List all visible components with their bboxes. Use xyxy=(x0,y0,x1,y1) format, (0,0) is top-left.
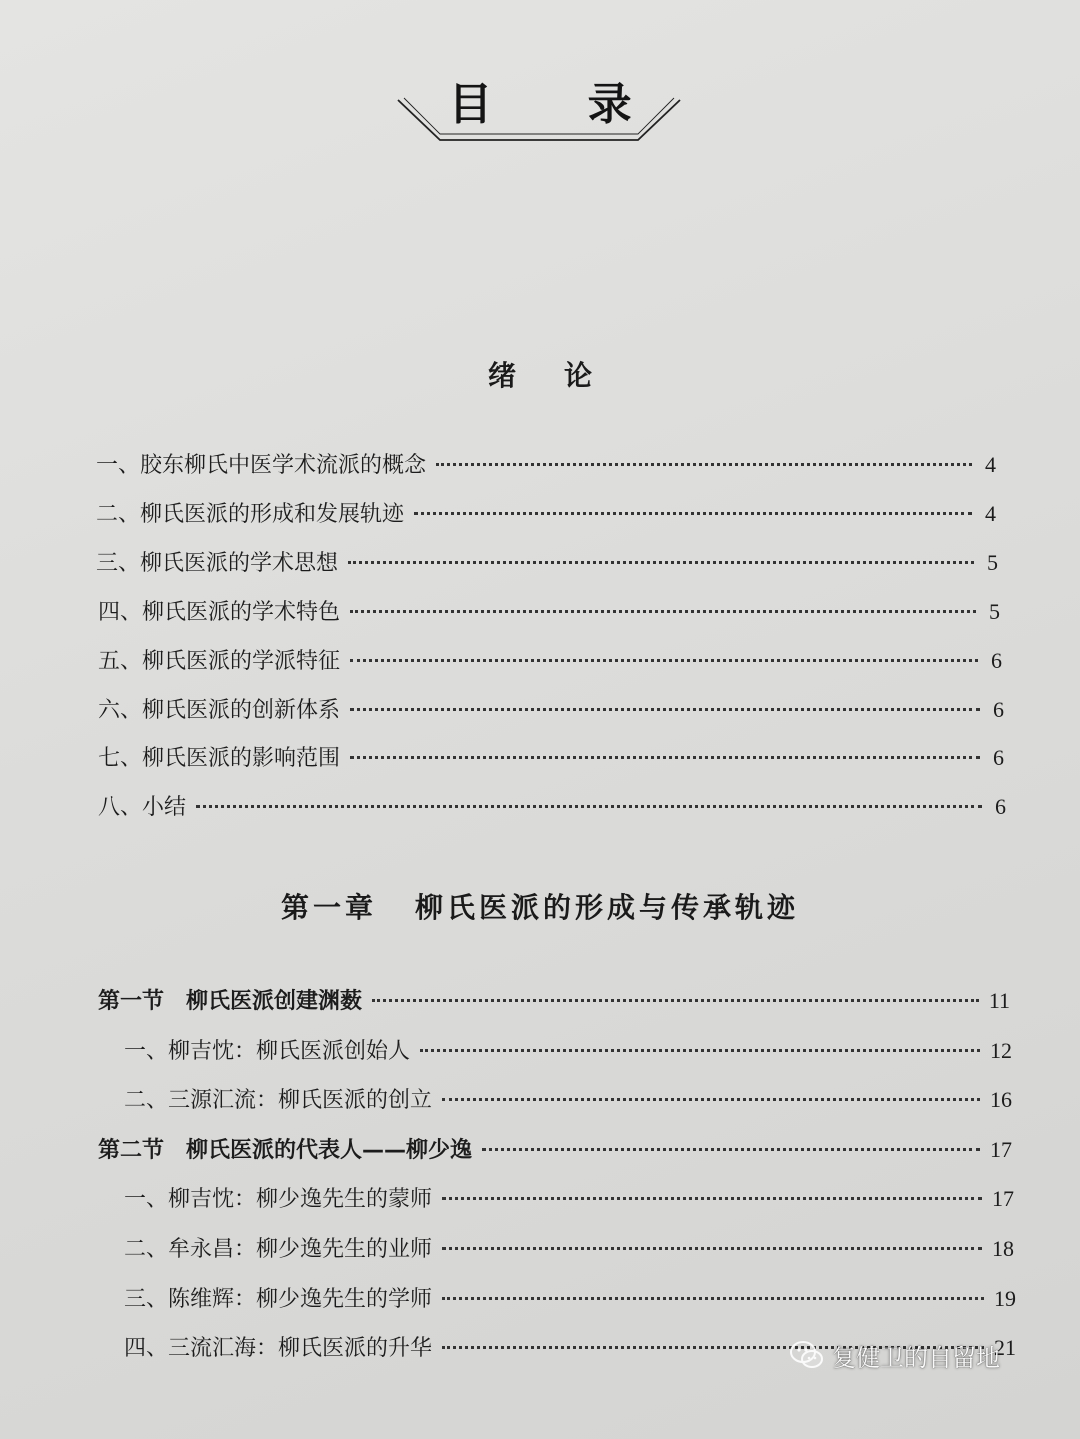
toc-entry-page: 6 xyxy=(995,794,1006,819)
toc-entry-label: 三、陈维辉：柳少逸先生的学师 xyxy=(124,1287,433,1312)
toc-entry-page: 6 xyxy=(993,697,1004,722)
toc-entry-label: 第二节 柳氏医派的代表人——柳少逸 xyxy=(98,1138,473,1163)
toc-entry-label: 七、柳氏医派的影响范围 xyxy=(98,746,341,771)
toc-entry-label: 四、柳氏医派的学术特色 xyxy=(98,600,341,625)
dot-leader xyxy=(350,756,980,759)
dot-leader xyxy=(420,1049,980,1052)
toc-entry-page: 17 xyxy=(990,1137,1012,1162)
dot-leader xyxy=(436,463,972,466)
toc-entry-label: 六、柳氏医派的创新体系 xyxy=(98,698,341,723)
dot-leader xyxy=(414,512,972,515)
dot-leader xyxy=(442,1297,984,1300)
dot-leader xyxy=(442,1197,982,1200)
toc-entry-page: 16 xyxy=(990,1087,1012,1112)
toc-entry-label: 二、柳氏医派的形成和发展轨迹 xyxy=(96,502,405,527)
toc-entry-page: 4 xyxy=(985,452,996,477)
watermark xyxy=(790,1335,1000,1375)
toc-entry[interactable] xyxy=(124,1234,1014,1265)
toc-title-block xyxy=(380,62,700,142)
toc-entry-page: 4 xyxy=(985,501,996,526)
toc-entry-page: 12 xyxy=(990,1038,1012,1063)
watermark-text: 复健卫的自留地 xyxy=(832,1343,1000,1372)
toc-entry-label: 一、柳吉忱：柳氏医派创始人 xyxy=(124,1039,411,1064)
chapter-title: 柳氏医派的形成与传承轨迹 xyxy=(415,891,800,924)
toc-title: 目 录 xyxy=(448,79,672,130)
toc-entry-label: 五、柳氏医派的学派特征 xyxy=(98,649,341,674)
toc-entry-page: 6 xyxy=(991,648,1002,673)
dot-leader xyxy=(482,1148,980,1151)
chapter-number: 第一章 xyxy=(280,891,377,924)
toc-entry-label: 第一节 柳氏医派创建渊薮 xyxy=(98,989,363,1014)
toc-entry[interactable] xyxy=(124,1085,1012,1116)
dot-leader xyxy=(350,610,976,613)
dot-leader xyxy=(348,561,974,564)
toc-section-entry[interactable] xyxy=(98,986,1010,1017)
toc-entry[interactable] xyxy=(124,1184,1014,1215)
dot-leader xyxy=(350,708,980,711)
intro-heading: 绪论 xyxy=(487,359,640,392)
toc-entry-label: 八、小结 xyxy=(98,795,187,820)
toc-entry-label: 二、牟永昌：柳少逸先生的业师 xyxy=(124,1237,433,1262)
toc-section-entry[interactable] xyxy=(98,1135,1012,1166)
toc-entry-page: 5 xyxy=(989,599,1000,624)
toc-entry-page: 17 xyxy=(992,1186,1014,1211)
toc-entry-label: 一、胶东柳氏中医学术流派的概念 xyxy=(96,453,427,478)
toc-entry[interactable] xyxy=(98,792,1006,823)
dot-leader xyxy=(442,1098,980,1101)
dot-leader xyxy=(350,659,978,662)
toc-entry[interactable] xyxy=(96,499,996,530)
toc-entry[interactable] xyxy=(98,743,1004,774)
toc-entry[interactable] xyxy=(124,1036,1012,1067)
dot-leader xyxy=(372,999,979,1002)
toc-entry[interactable] xyxy=(98,646,1002,677)
dot-leader xyxy=(442,1247,982,1250)
chapter-heading xyxy=(0,886,1080,926)
toc-entry-label: 四、三流汇海：柳氏医派的升华 xyxy=(124,1336,433,1361)
toc-entry-page: 18 xyxy=(992,1236,1014,1261)
toc-entry-label: 一、柳吉忱：柳少逸先生的蒙师 xyxy=(124,1187,433,1212)
toc-entry-label: 三、柳氏医派的学术思想 xyxy=(96,551,339,576)
toc-entry[interactable] xyxy=(96,450,996,481)
toc-entry-page: 6 xyxy=(993,745,1004,770)
toc-entry[interactable] xyxy=(96,548,998,579)
toc-entry[interactable] xyxy=(98,597,1000,628)
toc-entry[interactable] xyxy=(98,695,1004,726)
toc-entry[interactable] xyxy=(124,1284,1016,1315)
toc-entry-page: 21 xyxy=(994,1335,1016,1360)
wechat-icon xyxy=(790,1340,824,1370)
toc-entry-page: 19 xyxy=(994,1286,1016,1311)
toc-entry-label: 二、三源汇流：柳氏医派的创立 xyxy=(124,1088,433,1113)
toc-entry-page: 11 xyxy=(988,988,1010,1013)
dot-leader xyxy=(196,805,982,808)
toc-entry-page: 5 xyxy=(987,550,998,575)
